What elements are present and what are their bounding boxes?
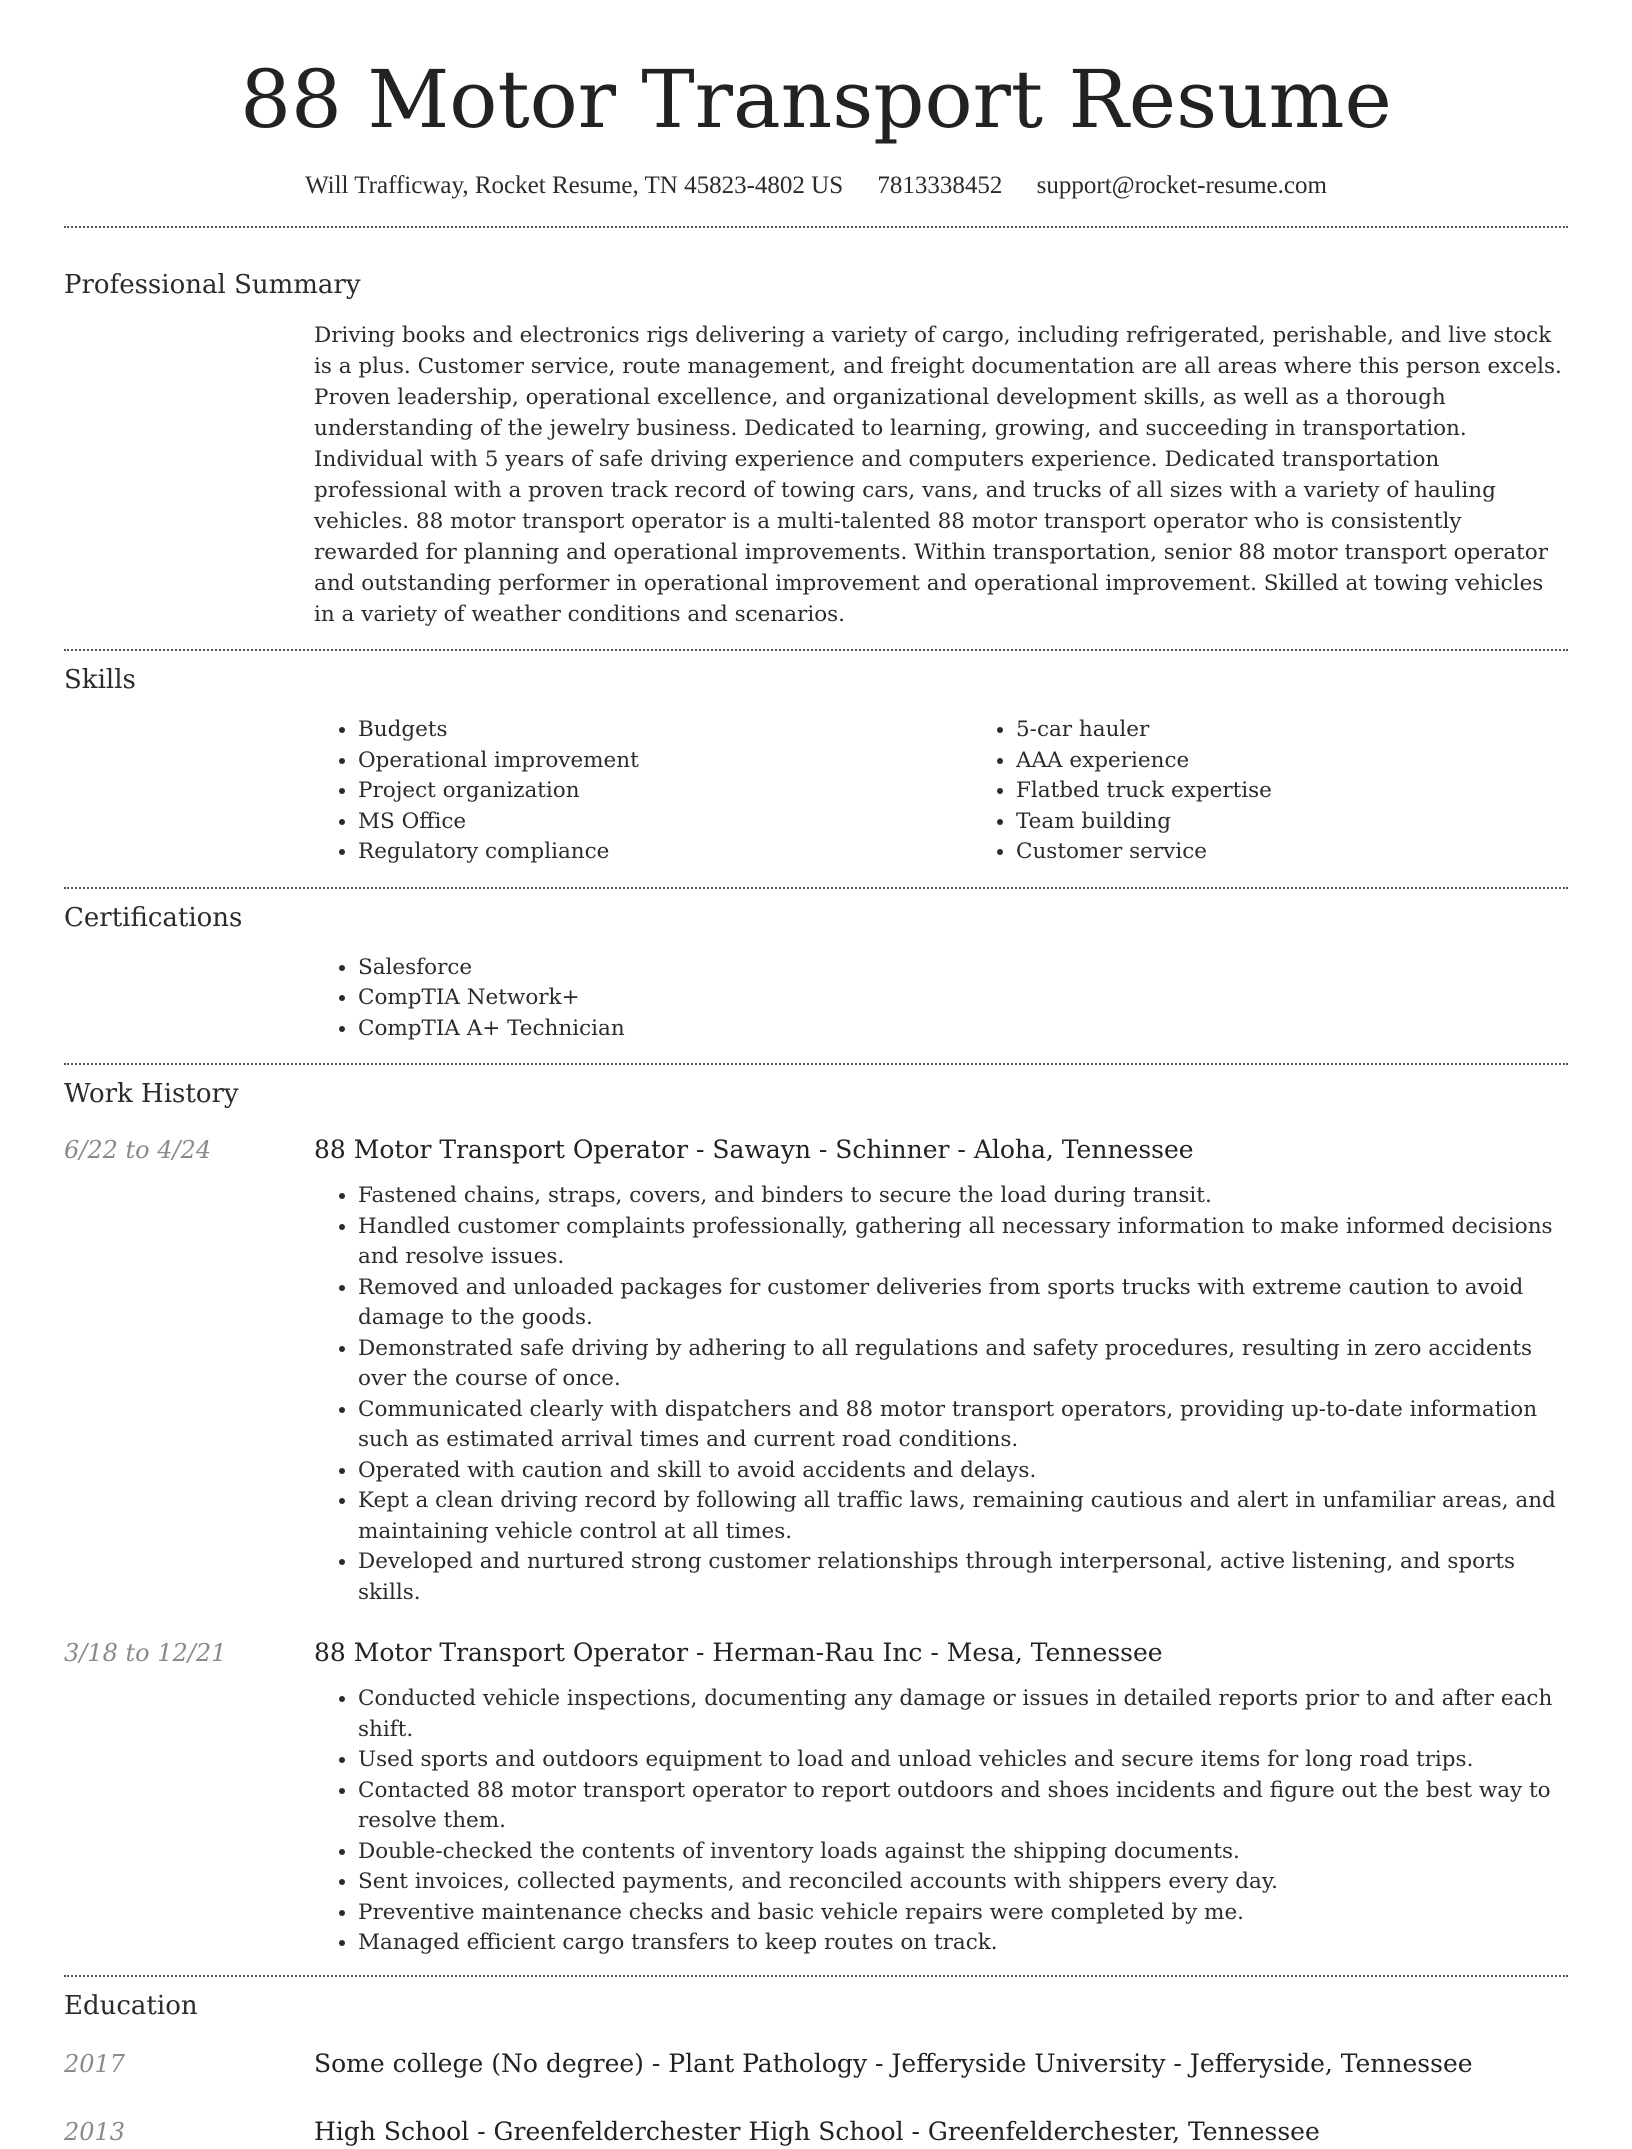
education-title: Some college (No degree) - Plant Pathology - Jefferyside University - Jefferyside, Tennessee (314, 2048, 1473, 2078)
section-certifications (64, 901, 1568, 1045)
job-bullet: • Demonstrated safe driving by adhering to all regulations and safety procedures, resulting in zero accidents over the course of once. (358, 1334, 1568, 1395)
certifications-list (314, 953, 1568, 1045)
skill-item: • 5-car hauler (1016, 715, 1630, 746)
skills-list-left (314, 715, 972, 868)
job-bullet: • Managed efficient cargo transfers to keep routes on track. (358, 1928, 1568, 1959)
skill-item: • Flatbed truck expertise (1016, 776, 1630, 807)
section-divider (64, 887, 1568, 889)
job-bullets (314, 1684, 1568, 1959)
skill-item: • AAA experience (1016, 746, 1630, 777)
section-summary (64, 268, 1568, 630)
section-divider (64, 649, 1568, 651)
job-title: 88 Motor Transport Operator - Sawayn - Schinner - Aloha, Tennessee (314, 1135, 1194, 1164)
section-divider (64, 1063, 1568, 1065)
contact-address: Will Trafficway, Rocket Resume, TN 45823-4802 US (305, 172, 844, 199)
certification-item: • Salesforce (358, 953, 1568, 984)
certification-item: • CompTIA Network+ (358, 983, 1568, 1014)
section-divider (64, 226, 1568, 228)
education-entry (64, 2047, 1568, 2081)
education-title: High School - Greenfelderchester High School - Greenfelderchester, Tennessee (314, 2116, 1320, 2146)
section-title-skills: Skills (64, 665, 136, 695)
skill-item: • Customer service (1016, 837, 1630, 868)
contact-phone: 7813338452 (877, 172, 1003, 199)
job-title: 88 Motor Transport Operator - Herman-Rau Inc - Mesa, Tennessee (314, 1638, 1163, 1667)
section-skills (64, 663, 1568, 868)
education-entry (64, 2115, 1568, 2149)
skill-item: • Team building (1016, 807, 1630, 838)
job-date: 3/18 to 12/21 (64, 1639, 227, 1667)
skill-item: • Budgets (358, 715, 972, 746)
skill-item: • Regulatory compliance (358, 837, 972, 868)
contact-email: support@rocket-resume.com (1036, 172, 1327, 199)
job-bullet: • Double-checked the contents of inventory loads against the shipping documents. (358, 1837, 1568, 1868)
education-date: 2013 (64, 2117, 126, 2146)
job-bullet: • Handled customer complaints professionally, gathering all necessary information to make informed decisions and resolve issues. (358, 1212, 1568, 1273)
skill-item: • MS Office (358, 807, 972, 838)
skill-item: • Project organization (358, 776, 972, 807)
resume-header (64, 0, 1568, 204)
certification-item: • CompTIA A+ Technician (358, 1014, 1568, 1045)
job-bullet: • Used sports and outdoors equipment to load and unload vehicles and secure items for long road trips. (358, 1745, 1568, 1776)
education-date: 2017 (64, 2049, 126, 2078)
job-bullet: • Conducted vehicle inspections, documenting any damage or issues in detailed reports prior to and after each shift. (358, 1684, 1568, 1745)
section-divider (64, 1975, 1568, 1977)
summary-text: Driving books and electronics rigs delivering a variety of cargo, including refrigerated, perishable, and live stock is a plus. Customer service, route management, and freight documentation are all areas where this person excels. Proven leadership, operational excellence, and organizational development skills, as well as a thorough understanding of the jewelry business. Dedicated to learning, growing, and succeeding in transportation. Individual with 5 years of safe driving experience and computers experience. Dedicated transportation professional with a proven track record of towing cars, vans, and trucks of all sizes with a variety of hauling vehicles. 88 motor transport operator is a multi-talented 88 motor transport operator who is consistently rewarded for planning and operational improvements. Within transportation, senior 88 motor transport operator and outstanding performer in operational improvement and operational improvement. Skilled at towing vehicles in a variety of weather conditions and scenarios. (314, 323, 1562, 627)
job-bullet: • Removed and unloaded packages for customer deliveries from sports trucks with extreme caution to avoid damage to the goods. (358, 1273, 1568, 1334)
job-date: 6/22 to 4/24 (64, 1136, 212, 1164)
section-title-certifications: Certifications (64, 902, 243, 933)
section-title-summary: Professional Summary (64, 270, 361, 300)
job-entry (64, 1133, 1568, 1608)
section-work-history (64, 1077, 1568, 1959)
job-bullet: • Contacted 88 motor transport operator to report outdoors and shoes incidents and figure out the best way to resolve them. (358, 1776, 1568, 1837)
section-education (64, 1989, 1568, 2149)
section-title-education: Education (64, 1990, 198, 2021)
job-entry (64, 1636, 1568, 1959)
job-bullets (314, 1181, 1568, 1608)
skills-list-right (972, 715, 1630, 868)
job-bullet: • Sent invoices, collected payments, and reconciled accounts with shippers every day. (358, 1867, 1568, 1898)
contact-line (64, 168, 1568, 204)
resume-title: 88 Motor Transport Resume (240, 53, 1392, 146)
job-bullet: • Preventive maintenance checks and basic vehicle repairs were completed by me. (358, 1898, 1568, 1929)
job-bullet: • Fastened chains, straps, covers, and binders to secure the load during transit. (358, 1181, 1568, 1212)
skill-item: • Operational improvement (358, 746, 972, 777)
job-bullet: • Developed and nurtured strong customer relationships through interpersonal, active listening, and sports skills. (358, 1547, 1568, 1608)
job-bullet: • Communicated clearly with dispatchers and 88 motor transport operators, providing up-to-date information such as estimated arrival times and current road conditions. (358, 1395, 1568, 1456)
job-bullet: • Kept a clean driving record by following all traffic laws, remaining cautious and alert in unfamiliar areas, and maintaining vehicle control at all times. (358, 1486, 1568, 1547)
job-bullet: • Operated with caution and skill to avoid accidents and delays. (358, 1456, 1568, 1487)
section-title-work: Work History (64, 1079, 239, 1109)
